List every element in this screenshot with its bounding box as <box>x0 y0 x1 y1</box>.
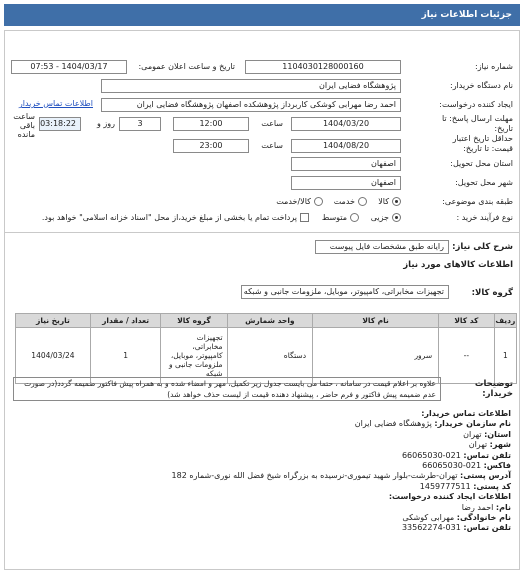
buyer-phone-label: تلفن تماس: <box>463 450 511 460</box>
deadline-label-date: تاریخ: <box>494 124 513 133</box>
buyer-org-name: پژوهشگاه فضایی ایران <box>354 419 432 429</box>
col-code: کد کالا <box>439 314 495 328</box>
validity-label-2: قیمت: تا تاریخ: <box>463 144 513 153</box>
days-label: روز و <box>97 119 115 128</box>
purchase-minor-radio[interactable] <box>392 213 401 222</box>
buyer-org-field: پژوهشگاه فضایی ایران <box>101 79 401 93</box>
creator-family: مهرابی کوشکی <box>402 513 455 523</box>
goods-table-header <box>16 314 517 328</box>
buyer-org-name-label: نام سازمان خریدار: <box>434 419 511 429</box>
goods-section-title: اطلاعات کالاهای مورد نیاز <box>403 260 513 270</box>
page-title: جزئیات اطلاعات نیاز <box>4 4 520 26</box>
category-service-radio[interactable] <box>358 197 367 206</box>
creator-name-label: نام: <box>495 502 511 512</box>
creator-family-label: نام خانوادگی: <box>456 513 511 523</box>
col-name: نام کالا <box>313 314 439 328</box>
buyer-fax: 021-66065030 <box>422 461 482 471</box>
cell-code: -- <box>439 328 495 384</box>
buyer-province: تهران <box>463 429 482 439</box>
creator-phone: 031-33562274 <box>401 523 461 533</box>
cell-index: 1 <box>494 328 516 384</box>
buyer-postal: 1459777511 <box>419 481 471 491</box>
goods-group-field: تجهیزات مخابراتی، کامپیوتر، موبایل، ملزومات جانبی و شبکه <box>241 285 449 299</box>
treasury-checkbox[interactable] <box>300 213 309 222</box>
notes-text: علاوه بر اعلام قیمت در سامانه ، حتما می بایست جدول زیر تکمیل، مهر و امضاء شده و به همراه پیش فاکتور ضمیمه گردد(در صورت عدم ضمیمه پیش فاکتور و فرم حاضر ، پیشنهاد دهنده قیمت از لیست حذف خواهد شد) <box>13 377 441 401</box>
col-unit: واحد شمارش <box>227 314 312 328</box>
purchase-medium-label: متوسط <box>321 213 347 222</box>
city-label: شهر محل تحویل: <box>455 178 513 187</box>
treasury-text: پرداخت تمام یا بخشی از مبلغ خرید،از محل "اسناد خزانه اسلامی" خواهد بود. <box>41 213 297 222</box>
deadline-time-field: 12:00 <box>173 117 249 131</box>
purchase-minor-label: جزیی <box>370 213 389 222</box>
goods-group-label: گروه کالا: <box>471 288 513 298</box>
category-goods-radio[interactable] <box>392 197 401 206</box>
buyer-org-label: نام دستگاه خریدار: <box>450 81 513 90</box>
buyer-contact-block <box>172 409 511 534</box>
days-left-field: 3 <box>119 117 161 131</box>
purchase-type-label: نوع فرآیند خرید : <box>456 213 513 222</box>
goods-table <box>15 313 517 384</box>
validity-time-field: 23:00 <box>173 139 249 153</box>
validity-time-label: ساعت <box>261 141 283 150</box>
col-index: ردیف <box>494 314 516 328</box>
col-qty: تعداد / مقدار <box>90 314 161 328</box>
creator-name: احمد رضا <box>461 502 494 512</box>
creator-field: احمد رضا مهرابی کوشکی کاربرداز پژوهشکده اصفهان پژوهشگاه فضایی ایران <box>101 98 401 112</box>
summary-label: شرح کلی نیاز: <box>452 242 513 252</box>
remaining-label: ساعت باقی مانده <box>13 112 35 139</box>
col-date: تاریخ نیاز <box>16 314 91 328</box>
deadline-date-field: 1404/03/20 <box>291 117 401 131</box>
category-goods-label: کالا <box>378 197 389 206</box>
province-label: استان محل تحویل: <box>450 159 513 168</box>
buyer-address: تهران-طرشت-بلوار شهید تیموری-نرسیده به بزرگراه شیخ فضل الله نوری-شماره 182 <box>171 471 458 481</box>
col-group: گروه کالا <box>161 314 227 328</box>
need-number-label: شماره نیاز: <box>475 62 513 71</box>
buyer-city-label: شهر: <box>489 440 511 450</box>
notes-label: توضیحات <box>474 379 513 389</box>
category-service-label: خدمت <box>333 197 355 206</box>
category-label: طبقه بندی موضوعی: <box>442 197 513 206</box>
creator-label: ایجاد کننده درخواست: <box>439 100 513 109</box>
buyer-contact-title: اطلاعات تماس خریدار: <box>421 409 511 418</box>
cell-group: تجهیزات مخابراتی، کامپیوتر، موبایل، ملزومات جانبی و شبکه <box>161 328 227 384</box>
announce-date-field: 1404/03/17 - 07:53 <box>11 60 127 74</box>
category-mixed-radio[interactable] <box>314 197 323 206</box>
announce-label: تاریخ و ساعت اعلان عمومی: <box>138 62 235 71</box>
cell-qty: 1 <box>90 328 161 384</box>
cell-unit: دستگاه <box>227 328 312 384</box>
summary-field: رایانه طبق مشخصات فایل پیوست <box>315 240 449 254</box>
deadline-label: مهلت ارسال پاسخ: تا <box>441 114 513 123</box>
buyer-province-label: استان: <box>484 429 511 439</box>
notes-label-2: خریدار: <box>482 389 513 399</box>
buyer-contact-link[interactable] <box>7 98 97 112</box>
province-field: اصفهان <box>291 157 401 171</box>
cell-date: 1404/03/24 <box>16 328 91 384</box>
buyer-city: تهران <box>468 440 488 450</box>
details-panel <box>4 30 520 570</box>
remaining-time-field: 03:18:22 <box>39 117 81 131</box>
city-field: اصفهان <box>291 176 401 190</box>
buyer-address-label: آدرس پستی: <box>460 471 511 481</box>
validity-label: حداقل تاریخ اعتبار <box>452 134 513 143</box>
validity-date-field: 1404/08/20 <box>291 139 401 153</box>
buyer-fax-label: فاکس: <box>483 461 511 471</box>
buyer-phone: 021-66065030 <box>401 450 461 460</box>
table-row <box>16 328 517 384</box>
buyer-postal-label: کد پستی: <box>473 481 511 491</box>
divider <box>5 232 519 233</box>
creator-phone-label: تلفن تماس: <box>463 523 511 533</box>
creator-contact-title: اطلاعات ایجاد کننده درخواست: <box>388 492 511 502</box>
deadline-time-label: ساعت <box>261 119 283 128</box>
category-mixed-label: کالا/خدمت <box>276 197 311 206</box>
need-number-field: 1104030128000160 <box>245 60 401 74</box>
cell-name: سرور <box>313 328 439 384</box>
purchase-medium-radio[interactable] <box>350 213 359 222</box>
buyer-contact-link-text[interactable]: اطلاعات تماس خریدار <box>18 99 93 108</box>
